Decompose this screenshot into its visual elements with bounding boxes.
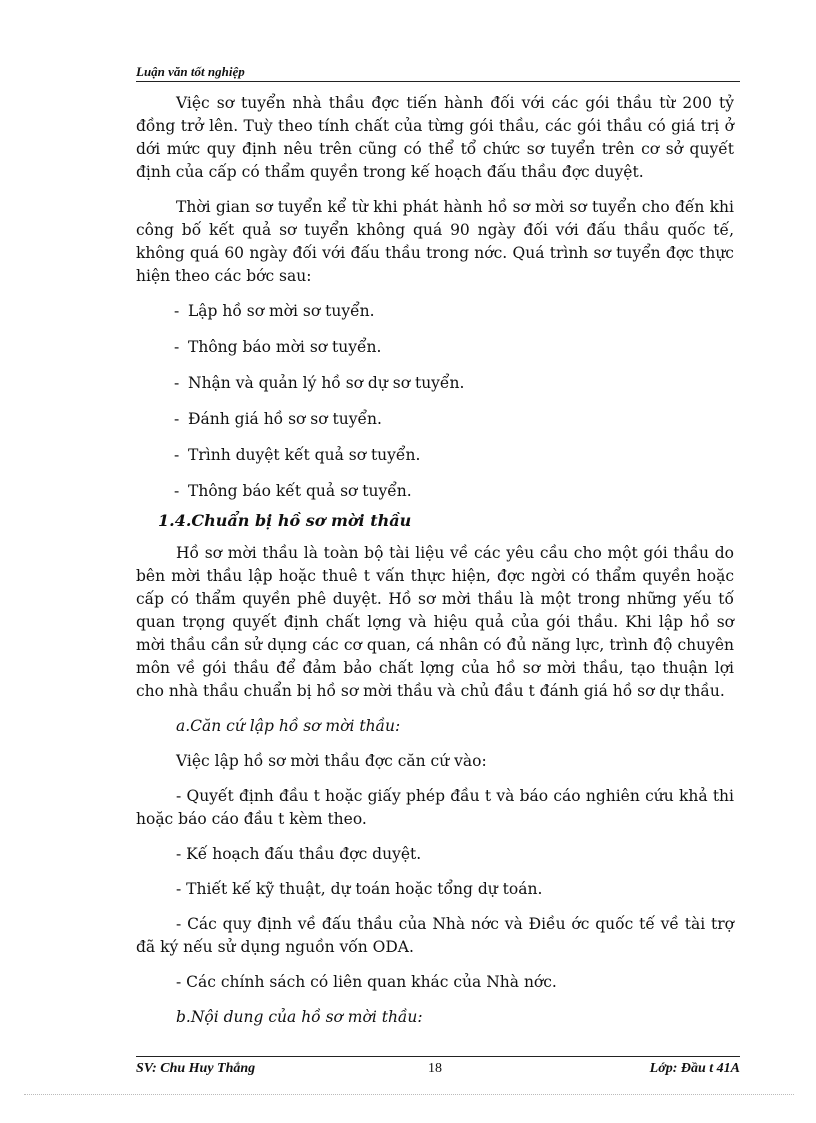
section-heading: 1.4.Chuẩn bị hồ sơ mời thầu <box>158 511 412 530</box>
running-header: Luận văn tốt nghiệp <box>136 64 740 82</box>
paragraph: Thời gian sơ tuyển kể từ khi phát hành hồ sơ mời sơ tuyển cho đến khi công bố kết quả sơ tuyển không quá 90 ngày đối với đấu thầu quốc tế, không quá 60 ngày đối với đấu thầu trong nớc. Quá trình sơ tuyển đợc thực hiện theo các bớc sau: <box>136 198 734 285</box>
step-list <box>136 300 734 503</box>
paragraph: Việc lập hồ sơ mời thầu đợc căn cứ vào: <box>176 752 487 770</box>
page-body <box>136 92 734 1041</box>
subheading: a.Căn cứ lập hồ sơ mời thầu: <box>176 717 401 735</box>
list-item: - Thông báo kết quả sơ tuyển. <box>174 482 412 500</box>
footer-class: Lớp: Đầu t 41A <box>649 1061 740 1076</box>
list-item: - Thiết kế kỹ thuật, dự toán hoặc tổng dự toán. <box>176 880 543 898</box>
list-item: - Lập hồ sơ mời sơ tuyển. <box>174 302 375 320</box>
list-item: - Thông báo mời sơ tuyển. <box>174 338 382 356</box>
page-edge-divider <box>24 1094 794 1095</box>
list-item: - Nhận và quản lý hồ sơ dự sơ tuyển. <box>174 374 465 392</box>
list-item: - Quyết định đầu t hoặc giấy phép đầu t và báo cáo nghiên cứu khả thi hoặc báo cáo đầu t kèm theo. <box>136 787 734 828</box>
list-item: - Các quy định về đấu thầu của Nhà nớc và Điều ớc quốc tế về tài trợ đã ký nếu sử dụng nguồn vốn ODA. <box>136 915 734 956</box>
list-item: - Đánh giá hồ sơ sơ tuyển. <box>174 410 382 428</box>
footer-author: SV: Chu Huy Thắng <box>136 1061 256 1076</box>
list-item: - Trình duyệt kết quả sơ tuyển. <box>174 446 421 464</box>
list-item: - Các chính sách có liên quan khác của Nhà nớc. <box>176 973 557 991</box>
page-number: 18 <box>428 1061 442 1076</box>
list-item: - Kế hoạch đấu thầu đợc duyệt. <box>176 845 422 863</box>
basis-list <box>136 785 734 994</box>
subheading: b.Nội dung của hồ sơ mời thầu: <box>176 1008 423 1026</box>
page-footer <box>136 1056 740 1079</box>
paragraph: Việc sơ tuyển nhà thầu đợc tiến hành đối với các gói thầu từ 200 tỷ đồng trở lên. Tuỳ theo tính chất của từng gói thầu, các gói thầu có giá trị ở dới mức quy định nêu trên cũng có thể tổ chức sơ tuyển trên cơ sở quyết định của cấp có thẩm quyền trong kế hoạch đấu thầu đợc duyệt. <box>136 94 734 181</box>
paragraph: Hồ sơ mời thầu là toàn bộ tài liệu về các yêu cầu cho một gói thầu do bên mời thầu lập hoặc thuê t vấn thực hiện, đợc ngời có thẩm quyền hoặc cấp có thẩm quyền phê duyệt. Hồ sơ mời thầu là một trong những yếu tố quan trọng quyết định chất lợng và hiệu quả của gói thầu. Khi lập hồ sơ mời thầu cần sử dụng các cơ quan, cá nhân có đủ năng lực, trình độ chuyên môn về gói thầu để đảm bảo chất lợng của hồ sơ mời thầu, tạo thuận lợi cho nhà thầu chuẩn bị hồ sơ mời thầu và chủ đầu t đánh giá hồ sơ dự thầu. <box>136 544 734 700</box>
